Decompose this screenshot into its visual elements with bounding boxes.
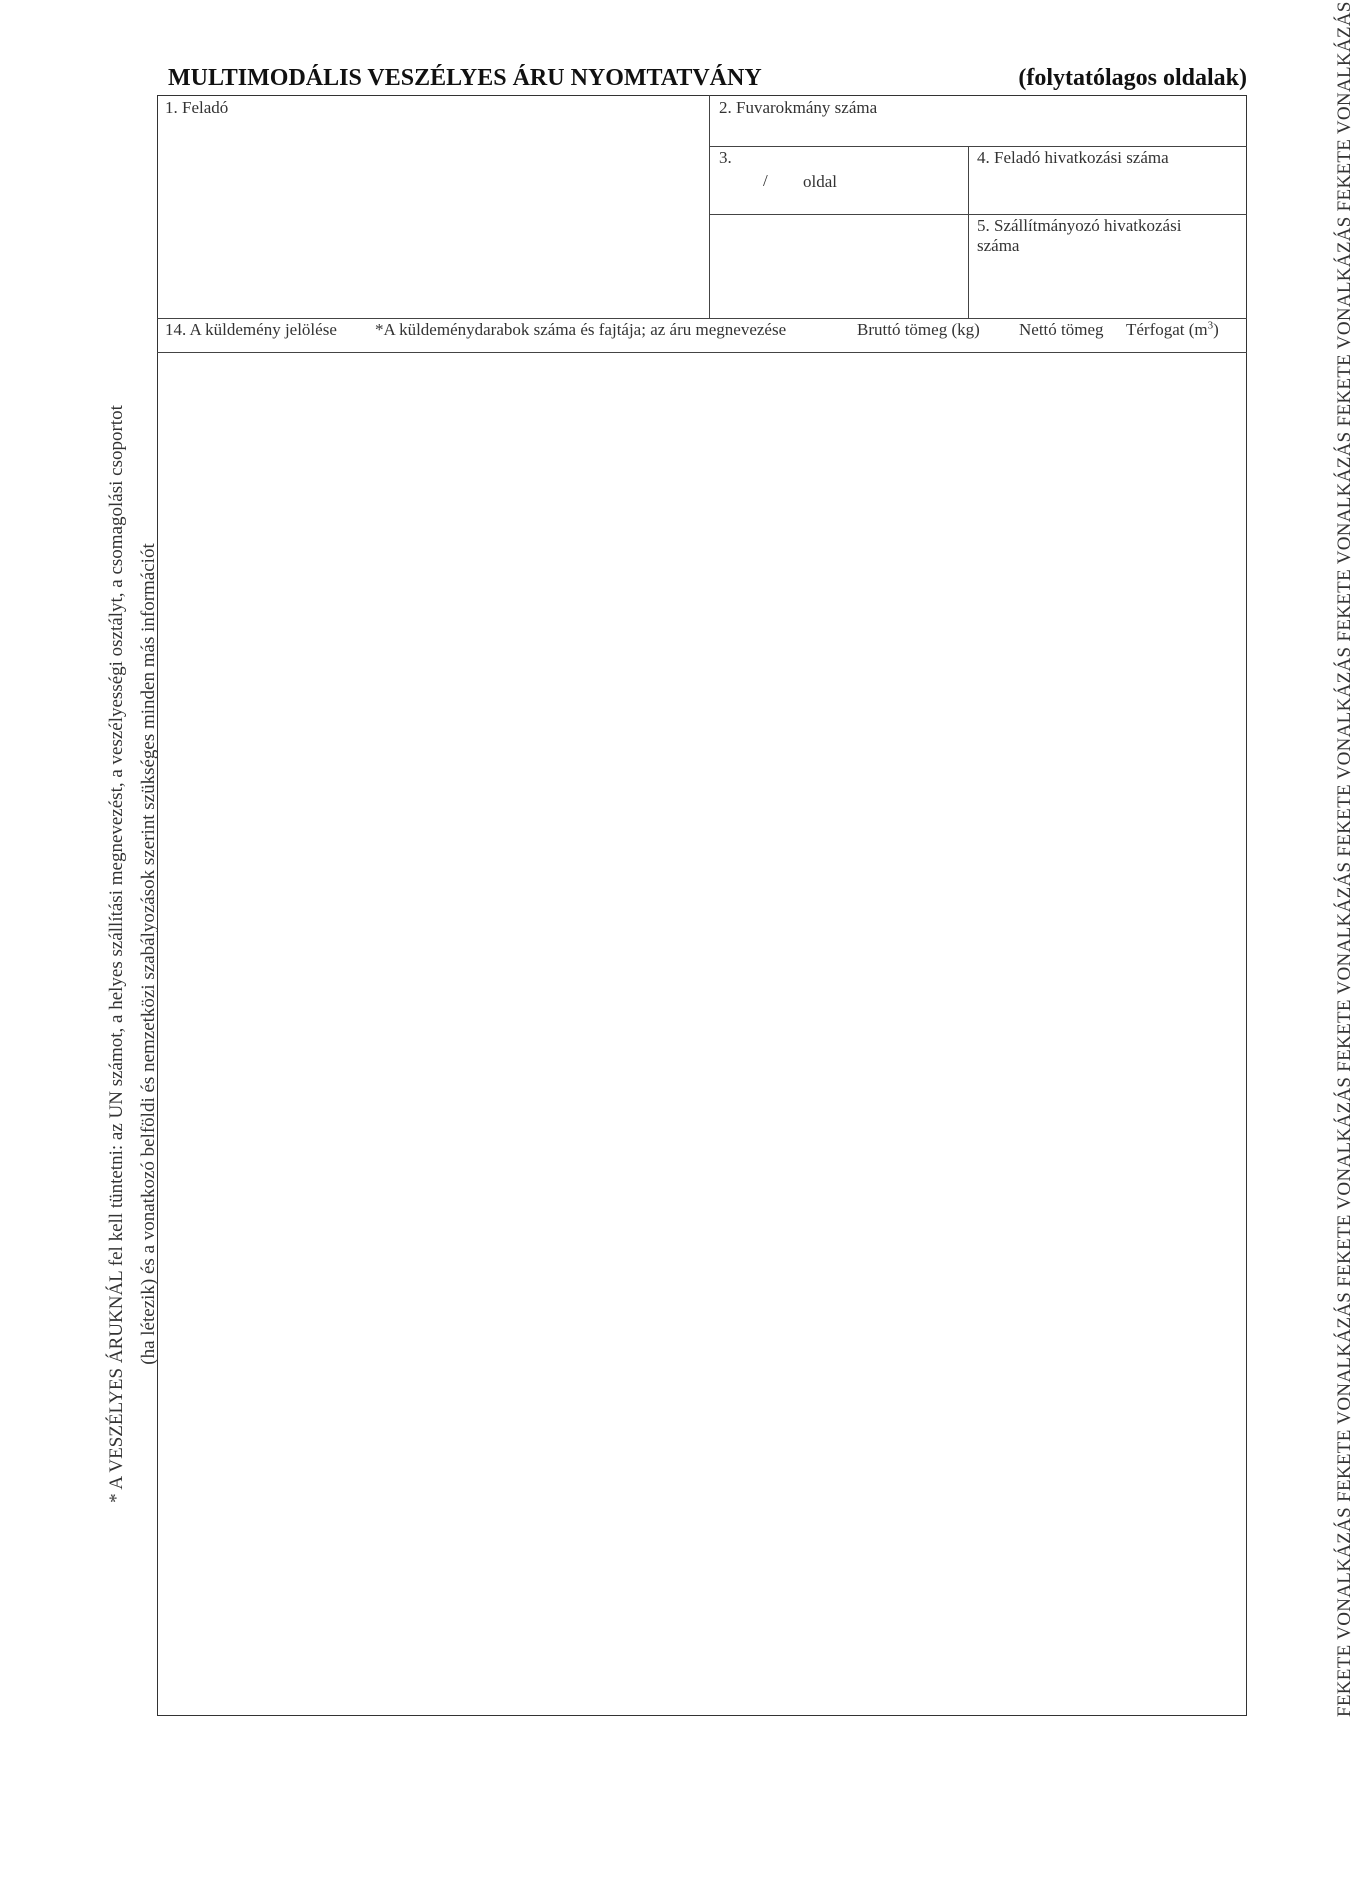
- page-label: oldal: [803, 172, 837, 191]
- col-description: *A küldeménydarabok száma és fajtája; az áru megnevezése: [375, 320, 787, 339]
- left-note-line2: (ha létezik) és a vonatkozó belföldi és nemzetközi szabályozások szerint szükséges minden más információt: [138, 543, 159, 1365]
- page-slash: /: [763, 171, 768, 190]
- carrier-ref-field[interactable]: 5. Szállítmányozó hivatkozási száma: [977, 216, 1182, 255]
- col-volume-close: ): [1213, 320, 1219, 339]
- sender-ref-field[interactable]: 4. Feladó hivatkozási száma: [977, 148, 1169, 167]
- col-marks: 14. A küldemény jelölése: [165, 320, 337, 339]
- col-volume: [1126, 320, 1219, 340]
- sender-field[interactable]: 1. Feladó: [165, 98, 229, 117]
- left-note: [101, 234, 169, 1674]
- right-barcode-band: FEKETE VONALKÁZÁS FEKETE VONALKÁZÁS FEKETE VONALKÁZÁS FEKETE VONALKÁZÁS FEKETE VONALKÁZÁS FEKETE VONALKÁZÁS FEKETE VONALKÁZÁS FEKETE VONALKÁZÁS: [1334, 1, 1355, 1717]
- divider-row3: [709, 214, 1247, 215]
- col-volume-label: Térfogat (m: [1126, 320, 1208, 339]
- divider-ref-left: [968, 146, 969, 319]
- transport-doc-number-field[interactable]: 2. Fuvarokmány száma: [719, 98, 878, 117]
- page-number-field[interactable]: 3.: [719, 148, 732, 167]
- left-note-line1: * A VESZÉLYES ÁRUKNÁL fel kell tüntetni: az UN számot, a helyes szállítási megnevezést, a veszélyességi osztályt, a csomagolási csoportot: [106, 405, 127, 1503]
- form-title: MULTIMODÁLIS VESZÉLYES ÁRU NYOMTATVÁNY: [168, 65, 762, 91]
- divider-column-header-bottom: [157, 352, 1247, 353]
- divider-header-bottom: [157, 318, 1247, 319]
- col-gross-weight: Bruttó tömeg (kg): [857, 320, 980, 339]
- divider-sender-right: [709, 95, 710, 319]
- divider-row2: [709, 146, 1247, 147]
- col-net-weight: Nettó tömeg: [1019, 320, 1104, 339]
- col-volume-sup: 3: [1207, 319, 1214, 332]
- form-subtitle: (folytatólagos oldalak): [1018, 65, 1247, 91]
